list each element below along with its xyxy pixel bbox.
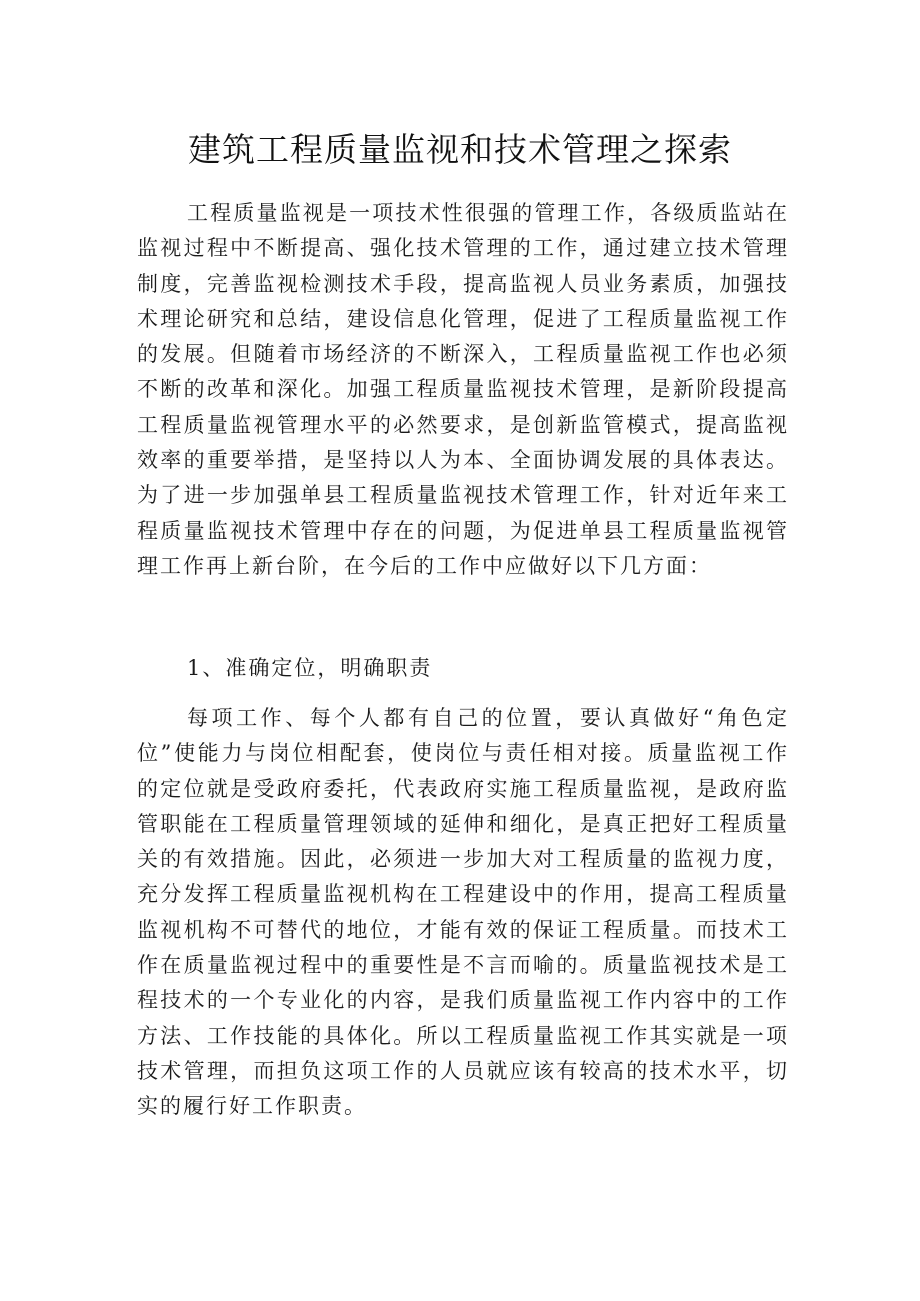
section-heading-1: 1、准确定位，明确职责 (187, 656, 433, 680)
section-1-paragraph: 每项工作、每个人都有自己的位置，要认真做好“角色定位”使能力与岗位相配套，使岗位与责任相对接。质量监视工作的定位就是受政府委托，代表政府实施工程质量监视，是政府监管职能在工程质量管理领域的延伸和细化，是真正把好工程质量关的有效措施。因此，必须进一步加大对工程质量的监视力度，充分发挥工程质量监视机构在工程建设中的作用，提高工程质量监视机构不可替代的地位，才能有效的保证工程质量。而技术工作在质量监视过程中的重要性是不言而喻的。质量监视技术是工程技术的一个专业化的内容，是我们质量监视工作内容中的工作方法、工作技能的具体化。所以工程质量监视工作其实就是一项技术管理，而担负这项工作的人员就应该有较高的技术水平，切实的履行好工作职责。 (137, 706, 789, 1119)
intro-paragraph: 工程质量监视是一项技术性很强的管理工作，各级质监站在监视过程中不断提高、强化技术管理的工作，通过建立技术管理制度，完善监视检测技术手段，提高监视人员业务素质，加强技术理论研究和总结，建设信息化管理，促进了工程质量监视工作的发展。但随着市场经济的不断深入，工程质量监视工作也必须不断的改革和深化。加强工程质量监视技术管理，是新阶段提高工程质量监视管理水平的必然要求，是创新监管模式，提高监视效率的重要举措，是坚持以人为本、全面协调发展的具体表达。为了进一步加强单县工程质量监视技术管理工作，针对近年来工程质量监视技术管理中存在的问题，为促进单县工程质量监视管理工作再上新台阶，在今后的工作中应做好以下几方面： (137, 201, 789, 578)
document-title: 建筑工程质量监视和技术管理之探索 (188, 130, 732, 169)
